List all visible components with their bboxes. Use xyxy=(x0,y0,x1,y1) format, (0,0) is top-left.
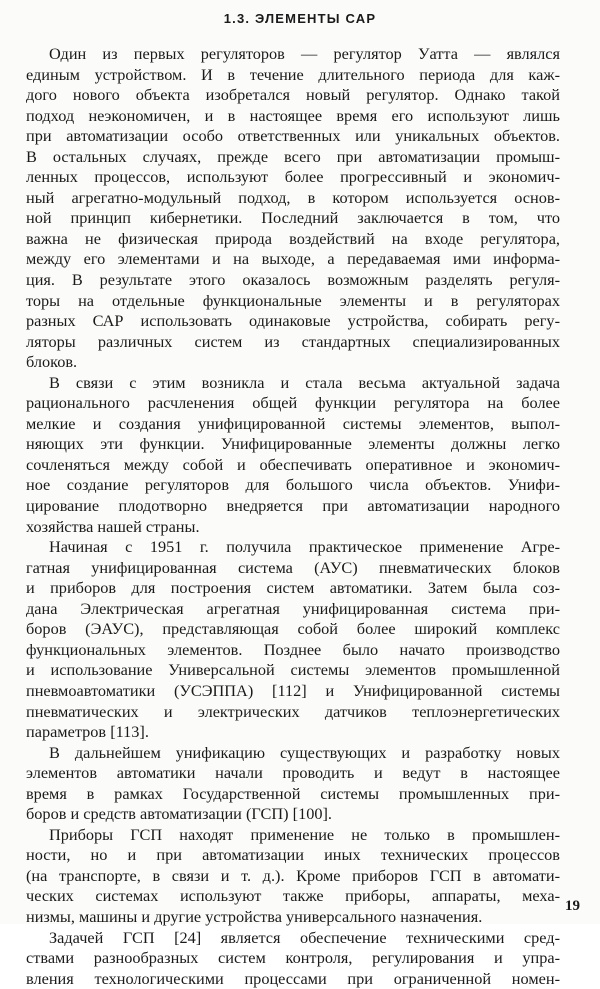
text-line: Один из первых регуляторов — регулятор Уатта — являлся xyxy=(49,44,560,63)
text-line: (на транспорте, в связи и т. д.). Кроме приборов ГСП в автомати- xyxy=(26,865,560,885)
text-line: элементов автоматики начали проводить и ведут в настоящее xyxy=(26,763,560,783)
text-line: В остальных случаях, прежде всего при автоматизации промыш- xyxy=(26,146,560,166)
text-line: В дальнейшем унификацию существующих и разработку новых xyxy=(49,742,560,762)
text-line: единым устройством. И в течение длительного периода для каж- xyxy=(26,64,560,84)
text-line: и приборов для построения систем автоматики. Затем была соз- xyxy=(26,578,560,598)
text-line: ный агрегатно-модульный подход, в котором используется основ- xyxy=(26,187,560,207)
text-line: ности, но и при автоматизации иных технических процессов xyxy=(26,845,560,865)
text-line: хозяйства нашей страны. xyxy=(26,516,200,536)
section-heading: 1.3. ЭЛЕМЕНТЫ САР xyxy=(223,11,377,26)
text-line: ляторы различных систем из стандартных специализированных xyxy=(26,331,560,351)
text-line: сочленяться между собой и обеспечивать оперативное и экономич- xyxy=(26,454,560,474)
text-line: мелкие и создания унифицированной системы элементов, выпол- xyxy=(26,413,560,433)
text-line: ствами разнообразных систем контроля, регулирования и упра- xyxy=(26,948,560,968)
text-line: блоков. xyxy=(26,352,78,372)
page-number: 19 xyxy=(565,898,580,914)
text-line: между его элементами и на выходе, а передаваемая ими информа- xyxy=(26,249,560,269)
text-line: Приборы ГСП находят применение не только в промышлен- xyxy=(49,824,560,844)
text-line: Начиная с 1951 г. получила практическое применение Агре- xyxy=(49,537,560,557)
text-line: ное создание регуляторов для большого числа объектов. Унифи- xyxy=(26,475,560,495)
text-line: ной принцип кибернетики. Последний заключается в том, что xyxy=(26,208,560,228)
text-line: торы на отдельные функциональные элементы и в регуляторах xyxy=(26,290,560,310)
text-line: цирование плодотворно внедряется при автоматизации народного xyxy=(26,496,560,516)
text-line: няющих эти функции. Унифицированные элементы должны легко xyxy=(26,434,560,454)
text-line: и использование Универсальной системы элементов промышленной xyxy=(26,660,560,680)
text-line: дого нового объекта изобретался новый регулятор. Однако такой xyxy=(26,85,560,105)
text-line: Задачей ГСП [24] является обеспечение техническими сред- xyxy=(49,927,560,947)
text-line: при автоматизации особо ответственных или уникальных объектов. xyxy=(26,126,560,146)
text-line: ческих системах используют также приборы, аппараты, меха- xyxy=(26,886,560,906)
text-line: параметров [113]. xyxy=(26,722,149,742)
text-line: боров и средств автоматизации (ГСП) [100]. xyxy=(26,804,333,824)
text-line: важна не физическая природа воздействий на входе регулятора, xyxy=(26,228,560,248)
text-line: В связи с этим возникла и стала весьма актуальной задача xyxy=(49,372,560,392)
text-line: ция. В результате этого оказалось возможным разделять регуля- xyxy=(26,270,560,290)
text-line: низмы, машины и другие устройства универсального назначения. xyxy=(26,906,483,926)
text-line: рационального расчленения общей функции регулятора на более xyxy=(26,393,560,413)
text-line: пневмоавтоматики (УСЭППА) [112] и Унифицированной системы xyxy=(26,680,560,700)
text-line: функциональных элементов. Позднее было начато производство xyxy=(26,639,560,659)
text-line: подход неэкономичен, и в настоящее время его используют лишь xyxy=(26,105,560,125)
text-line: ленных процессов, используют более прогрессивный и экономич- xyxy=(26,167,560,187)
text-line: боров (ЭАУС), представляющая собой более широкий комплекс xyxy=(26,619,560,639)
text-line: разных САР использовать одинаковые устройства, собирать регу- xyxy=(26,311,560,331)
text-line: пневматических и электрических датчиков теплоэнергетических xyxy=(26,701,560,721)
body-text xyxy=(26,44,560,989)
text-line: время в рамках Государственной системы промышленных при- xyxy=(26,783,560,803)
text-line: гатная унифицированная система (АУС) пневматических блоков xyxy=(26,557,560,577)
text-line: дана Электрическая агрегатная унифицированная система при- xyxy=(26,598,560,618)
text-line: вления технологическими процессами при ограниченной номен- xyxy=(26,968,560,988)
